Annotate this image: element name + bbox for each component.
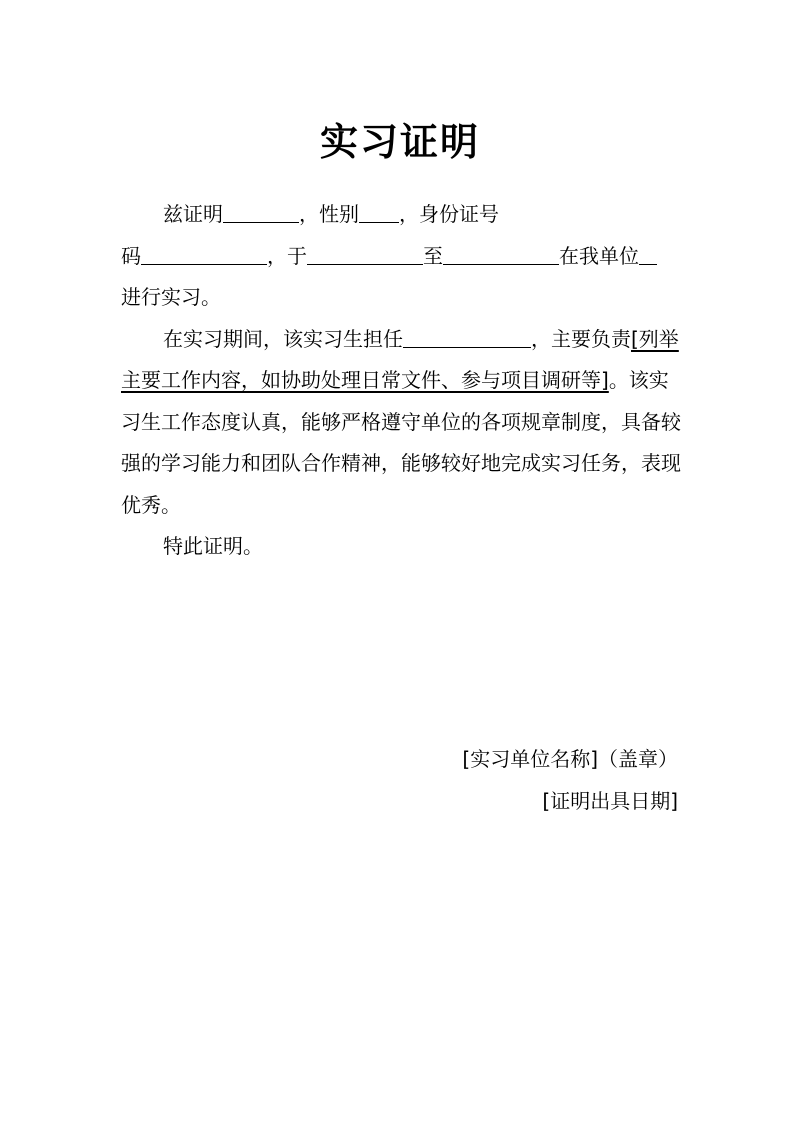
unit-blank[interactable]	[639, 244, 657, 265]
intro-text-id-end: 码	[121, 243, 141, 268]
intro-text-gender: ，性别	[299, 202, 359, 226]
organization-seal-line: [实习单位名称]（盖章）	[462, 747, 678, 771]
document-title: 实习证明	[319, 120, 480, 164]
id-number-blank[interactable]	[141, 244, 267, 265]
closing-paragraph: 特此证明。	[163, 534, 263, 558]
intro-text-certify: 兹证明	[163, 202, 223, 226]
gender-blank[interactable]	[359, 202, 399, 223]
name-blank[interactable]	[223, 202, 299, 223]
intro-text-from: ，于	[267, 243, 307, 268]
end-date-blank[interactable]	[443, 244, 559, 265]
certificate-body	[121, 194, 681, 568]
intro-text-unit: 在我单位	[559, 243, 639, 268]
intro-text-id: ，身份证号	[399, 202, 499, 226]
duties-text-responsible: ，主要负责	[531, 326, 631, 351]
intro-text-to: 至	[423, 243, 443, 268]
work-content-placeholder[interactable]: [列举主要工作内容，如协助处理日常文件、参与项目调研等]	[121, 326, 679, 392]
intro-paragraph	[121, 194, 681, 319]
duties-text-role: 在实习期间，该实习生担任	[163, 326, 403, 351]
position-blank[interactable]	[403, 327, 531, 348]
start-date-blank[interactable]	[307, 244, 423, 265]
issue-date-line: [证明出具日期]	[542, 789, 678, 813]
intro-text-internship: 进行实习。	[121, 285, 221, 309]
duties-paragraph	[121, 319, 681, 527]
duties-text-evaluation: 。该实习生工作态度认真，能够严格遵守单位的各项规章制度，具备较强的学习能力和团队合作精神，能够较好地完成实习任务，表现优秀。	[121, 368, 681, 517]
